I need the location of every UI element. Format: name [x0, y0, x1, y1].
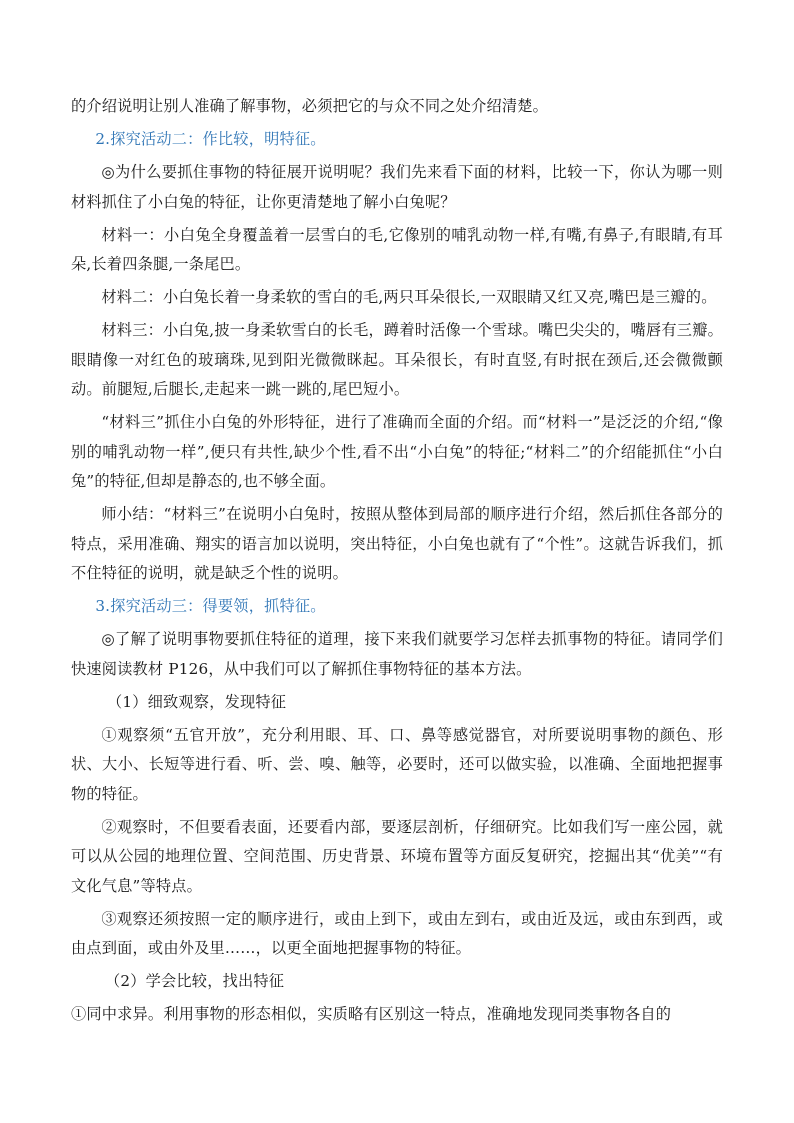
paragraph-observe-2: ②观察时，不但要看表面，还要看内部，要逐层剖析，仔细研究。比如我们写一座公园，就可以从公园的地理位置、空间范围、历史背景、环境布置等方面反复研究，挖掘出其“优美”“有文化气息”等特点。	[71, 817, 723, 895]
document-page	[71, 92, 723, 1030]
paragraph-continuation: 的介绍说明让别人准确了解事物，必须把它的与众不同之处介绍清楚。	[71, 97, 549, 115]
heading-activity-2: 2.探究活动二：作比较，明特征。	[95, 130, 326, 148]
paragraph-teacher-summary: 师小结：“材料三”在说明小白兔时，按照从整体到局部的顺序进行介绍，然后抓住各部分的特点，采用准确、翔实的语言加以说明，突出特征，小白兔也就有了“个性”。这就告诉我们，抓不住特征的说明，就是缺乏个性的说明。	[71, 505, 723, 582]
paragraph-analysis: “材料三”抓住小白兔的外形特征，进行了准确而全面的介绍。而“材料一”是泛泛的介绍,“像别的哺乳动物一样”,便只有共性,缺少个性,看不出“小白兔”的特征;“材料二”的介绍能抓住“小白兔”的特征,但却是静态的,也不够全面。	[71, 413, 723, 490]
paragraph-compare-1: ①同中求异。利用事物的形态相似，实质略有区别这一特点，准确地发现同类事物各自的	[71, 1005, 672, 1023]
paragraph-question: ◎为什么要抓住事物的特征展开说明呢？我们先来看下面的材料，比较一下，你认为哪一则材料抓住了小白兔的特征，让你更清楚地了解小白兔呢？	[71, 163, 723, 211]
paragraph-material-1: 材料一：小白兔全身覆盖着一层雪白的毛,它像别的哺乳动物一样,有嘴,有鼻子,有眼睛,有耳朵,长着四条腿,一条尾巴。	[71, 225, 723, 273]
paragraph-material-2: 材料二：小白兔长着一身柔软的雪白的毛,两只耳朵很长,一双眼睛又红又亮,嘴巴是三瓣的。	[101, 288, 717, 306]
subheading-observe: （1）细致观察，发现特征	[107, 692, 287, 711]
subheading-compare: （2）学会比较，找出特征	[105, 972, 285, 990]
paragraph-observe-1: ①观察须“五官开放”，充分利用眼、耳、口、鼻等感觉器官，对所要说明事物的颜色、形状、大小、长短等进行看、听、尝、嗅、触等，必要时，还可以做实验，以准确、全面地把握事物的特征。	[71, 725, 723, 803]
heading-activity-3: 3.探究活动三：得要领，抓特征。	[95, 597, 326, 615]
paragraph-material-3: 材料三：小白兔,披一身柔软雪白的长毛，蹲着时活像一个雪球。嘴巴尖尖的，嘴唇有三瓣。眼睛像一对红色的玻璃珠,见到阳光微微眯起。耳朵很长，有时直竖,有时抿在颈后,还会微微颤动。前腿短,后腿长,走起来一跳一跳的,尾巴短小。	[71, 321, 723, 398]
paragraph-intro-method: ◎了解了说明事物要抓住特征的道理，接下来我们就要学习怎样去抓事物的特征。请同学们快速阅读教材 P126，从中我们可以了解抓住事物特征的基本方法。	[71, 630, 723, 678]
paragraph-observe-3: ③观察还须按照一定的顺序进行，或由上到下，或由左到右，或由近及远，或由东到西，或由点到面，或由外及里……，以更全面地把握事物的特征。	[71, 909, 723, 957]
